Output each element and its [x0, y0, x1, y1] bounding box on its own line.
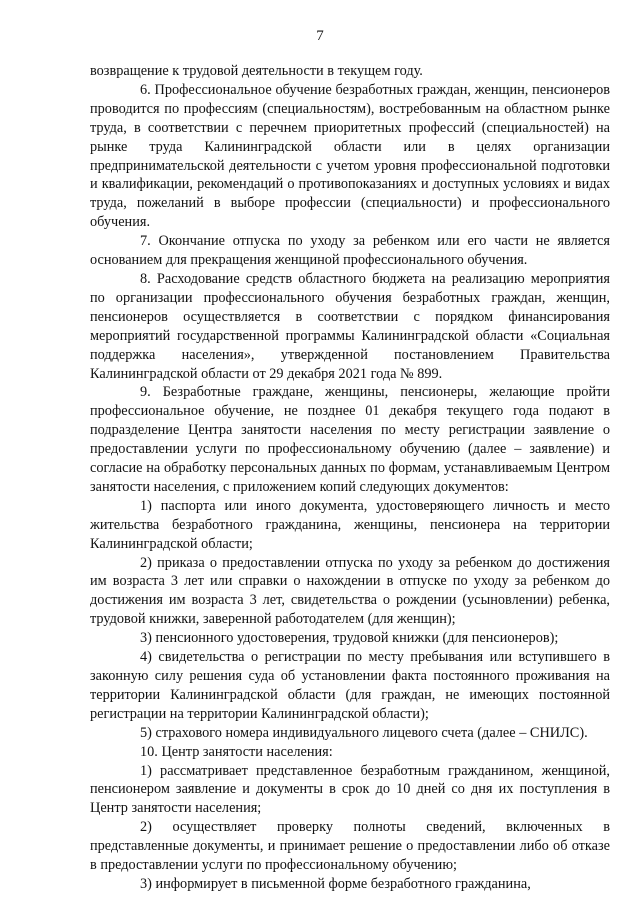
paragraph: 3) пенсионного удостоверения, трудовой книжки (для пенсионеров);	[140, 630, 559, 647]
paragraph: 7. Окончание отпуска по уходу за ребенком или его части не является основанием для прекращения женщиной профессионального обучения.	[90, 233, 610, 269]
paragraph: 3) информирует в письменной форме безработного гражданина,	[140, 875, 531, 892]
paragraph: 2) осуществляет проверку полноты сведений, включенных в представленные документы, и принимает решение о предоставлении либо об отказе в предоставлении услуги по профессиональному обучению;	[90, 819, 610, 874]
paragraph: 1) паспорта или иного документа, удостоверяющего личность и место жительства безработного гражданина, женщины, пенсионера на территории Калининградской области;	[90, 497, 610, 552]
paragraph: 9. Безработные граждане, женщины, пенсионеры, желающие пройти профессиональное обучение, не позднее 01 декабря текущего года подают в подразделение Центра занятости населения по месту регистрации заявление о предоставлении услуги по профессиональному обучению (далее – заявление) и согласие на обработку персональных данных по формам, устанавливаемым Центром занятости населения, с приложением копий следующих документов:	[90, 384, 610, 495]
paragraph: 8. Расходование средств областного бюджета на реализацию мероприятия по организации профессионального обучения безработных граждан, женщин, пенсионеров осуществляется в соответствии с порядком финансирования мероприятий государственной программы Калининградской области «Социальная поддержка населения», утвержденной постановлением Правительства Калининградской области от 29 декабря 2021 года № 899.	[90, 270, 610, 382]
paragraph: 5) страхового номера индивидуального лицевого счета (далее – СНИЛС).	[140, 724, 588, 741]
paragraph: 6. Профессиональное обучение безработных граждан, женщин, пенсионеров проводится по профессиям (специальностям), востребованным на областном рынке труда, в соответствии с перечнем приоритетных профессий (специальностей) на рынке труда Калининградской области или в целях организации предпринимательской деятельности с учетом уровня профессиональной подготовки и квалификации, рекомендаций о противопоказаниях и доступных условиях и видах труда, пожеланий в выборе профессии (специальности) и профессионального обучения.	[90, 81, 610, 231]
paragraph: возвращение к трудовой деятельности в текущем году.	[90, 63, 423, 79]
paragraph: 2) приказа о предоставлении отпуска по уходу за ребенком до достижения им возраста 3 лет или справки о нахождении в отпуске по уходу за ребенком до достижения им возраста 3 лет, свидетельства о рождении (усыновлении) ребенка, трудовой книжки, заверенной работодателем (для женщин);	[90, 554, 610, 628]
page-number: 7	[316, 28, 324, 44]
paragraph: 1) рассматривает представленное безработным гражданином, женщиной, пенсионером заявление и документы в срок до 10 дней со дня их поступления в Центр занятости населения;	[90, 762, 610, 817]
paragraph: 4) свидетельства о регистрации по месту пребывания или вступившего в законную силу решения суда об установлении факта постоянного проживания на территории Калининградской области (для граждан, не имеющих постоянной регистрации на территории Калининградской области);	[90, 649, 610, 722]
document-body	[90, 62, 610, 894]
paragraph: 10. Центр занятости населения:	[140, 743, 333, 760]
